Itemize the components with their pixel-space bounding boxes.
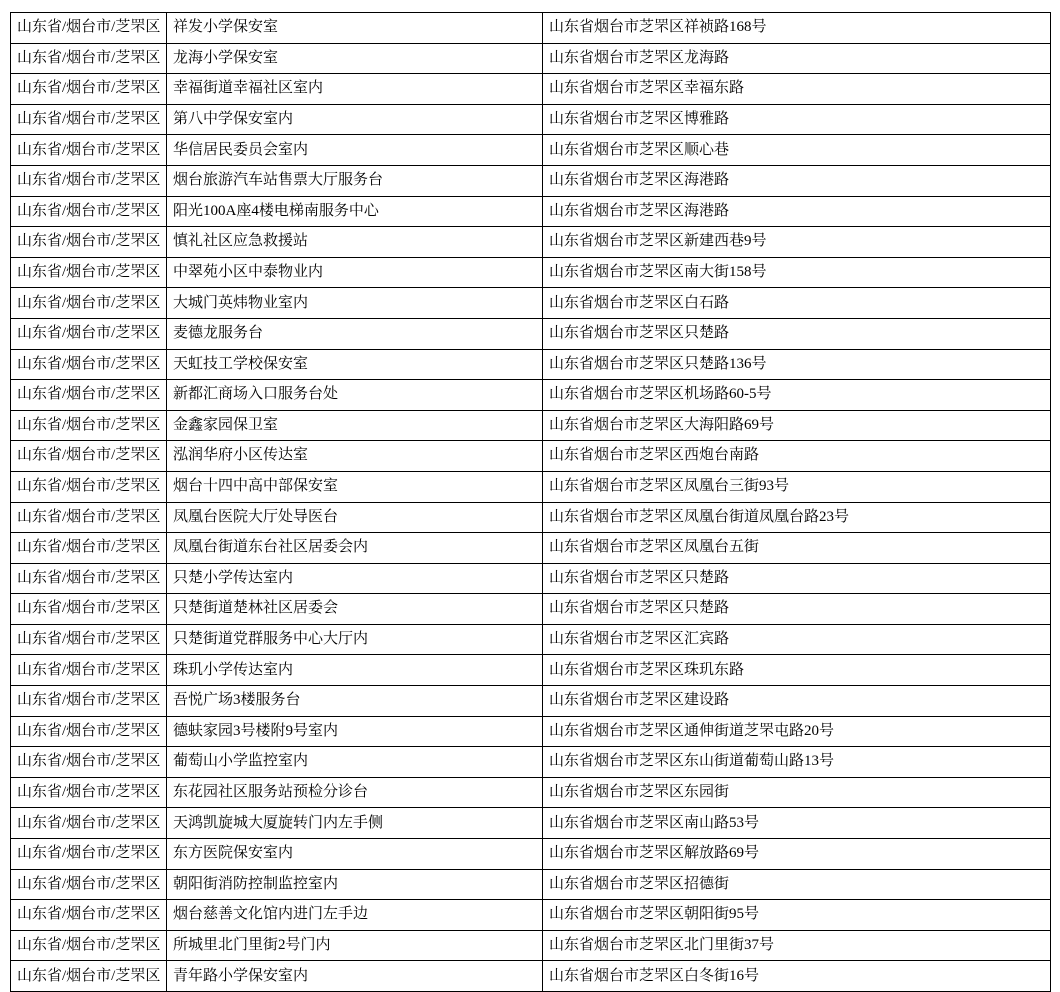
cell-place: 朝阳街消防控制监控室内 (167, 869, 543, 900)
table-row (11, 441, 1051, 472)
cell-place: 凤凰台医院大厅处导医台 (167, 502, 543, 533)
cell-address: 山东省烟台市芝罘区龙海路 (543, 43, 1051, 74)
cell-address: 山东省烟台市芝罘区只楚路 (543, 594, 1051, 625)
cell-region: 山东省/烟台市/芝罘区 (11, 288, 167, 319)
cell-region: 山东省/烟台市/芝罘区 (11, 74, 167, 105)
cell-address: 山东省烟台市芝罘区机场路60-5号 (543, 380, 1051, 411)
cell-address: 山东省烟台市芝罘区西炮台南路 (543, 441, 1051, 472)
cell-place: 德蚨家园3号楼附9号室内 (167, 716, 543, 747)
cell-region: 山东省/烟台市/芝罘区 (11, 900, 167, 931)
cell-address: 山东省烟台市芝罘区凤凰台三街93号 (543, 471, 1051, 502)
cell-region: 山东省/烟台市/芝罘区 (11, 43, 167, 74)
cell-region: 山东省/烟台市/芝罘区 (11, 441, 167, 472)
cell-address: 山东省烟台市芝罘区解放路69号 (543, 839, 1051, 870)
cell-address: 山东省烟台市芝罘区幸福东路 (543, 74, 1051, 105)
cell-place: 只楚街道楚林社区居委会 (167, 594, 543, 625)
table-row (11, 104, 1051, 135)
cell-place: 大城门英炜物业室内 (167, 288, 543, 319)
table-row (11, 808, 1051, 839)
cell-place: 第八中学保安室内 (167, 104, 543, 135)
cell-address: 山东省烟台市芝罘区北门里街37号 (543, 930, 1051, 961)
cell-place: 所城里北门里街2号门内 (167, 930, 543, 961)
cell-place: 凤凰台街道东台社区居委会内 (167, 533, 543, 564)
table-row (11, 196, 1051, 227)
table-row (11, 747, 1051, 778)
table-row (11, 563, 1051, 594)
cell-region: 山东省/烟台市/芝罘区 (11, 349, 167, 380)
cell-place: 吾悦广场3楼服务台 (167, 686, 543, 717)
cell-address: 山东省烟台市芝罘区白冬街16号 (543, 961, 1051, 992)
cell-address: 山东省烟台市芝罘区只楚路 (543, 318, 1051, 349)
table-row (11, 288, 1051, 319)
cell-address: 山东省烟台市芝罘区凤凰台五街 (543, 533, 1051, 564)
cell-place: 华信居民委员会室内 (167, 135, 543, 166)
cell-region: 山东省/烟台市/芝罘区 (11, 563, 167, 594)
cell-place: 阳光100A座4楼电梯南服务中心 (167, 196, 543, 227)
table-row (11, 777, 1051, 808)
table-row (11, 257, 1051, 288)
table-row (11, 655, 1051, 686)
table-row (11, 227, 1051, 258)
table-row (11, 135, 1051, 166)
cell-address: 山东省烟台市芝罘区东山街道葡萄山路13号 (543, 747, 1051, 778)
table-row (11, 502, 1051, 533)
cell-region: 山东省/烟台市/芝罘区 (11, 380, 167, 411)
cell-region: 山东省/烟台市/芝罘区 (11, 808, 167, 839)
cell-address: 山东省烟台市芝罘区白石路 (543, 288, 1051, 319)
cell-region: 山东省/烟台市/芝罘区 (11, 502, 167, 533)
table-row (11, 961, 1051, 992)
table-row (11, 380, 1051, 411)
cell-place: 东方医院保安室内 (167, 839, 543, 870)
table-row (11, 74, 1051, 105)
table-body (11, 13, 1051, 992)
cell-region: 山东省/烟台市/芝罘区 (11, 227, 167, 258)
cell-place: 天虹技工学校保安室 (167, 349, 543, 380)
table-row (11, 716, 1051, 747)
cell-place: 烟台慈善文化馆内进门左手边 (167, 900, 543, 931)
cell-place: 葡萄山小学监控室内 (167, 747, 543, 778)
cell-region: 山东省/烟台市/芝罘区 (11, 961, 167, 992)
table-row (11, 900, 1051, 931)
table-row (11, 13, 1051, 44)
table-row (11, 471, 1051, 502)
cell-place: 只楚街道党群服务中心大厅内 (167, 624, 543, 655)
cell-address: 山东省烟台市芝罘区大海阳路69号 (543, 410, 1051, 441)
cell-address: 山东省烟台市芝罘区凤凰台街道凤凰台路23号 (543, 502, 1051, 533)
table-row (11, 594, 1051, 625)
cell-region: 山东省/烟台市/芝罘区 (11, 196, 167, 227)
table-row (11, 869, 1051, 900)
cell-place: 龙海小学保安室 (167, 43, 543, 74)
cell-place: 天鸿凯旋城大厦旋转门内左手侧 (167, 808, 543, 839)
cell-address: 山东省烟台市芝罘区海港路 (543, 196, 1051, 227)
cell-address: 山东省烟台市芝罘区珠玑东路 (543, 655, 1051, 686)
cell-address: 山东省烟台市芝罘区朝阳街95号 (543, 900, 1051, 931)
table-row (11, 930, 1051, 961)
cell-place: 中翠苑小区中泰物业内 (167, 257, 543, 288)
cell-address: 山东省烟台市芝罘区只楚路 (543, 563, 1051, 594)
cell-place: 金鑫家园保卫室 (167, 410, 543, 441)
cell-place: 青年路小学保安室内 (167, 961, 543, 992)
cell-address: 山东省烟台市芝罘区博雅路 (543, 104, 1051, 135)
table-row (11, 839, 1051, 870)
cell-place: 幸福街道幸福社区室内 (167, 74, 543, 105)
cell-address: 山东省烟台市芝罘区海港路 (543, 165, 1051, 196)
locations-table (10, 12, 1051, 992)
table-row (11, 349, 1051, 380)
cell-place: 麦德龙服务台 (167, 318, 543, 349)
table-row (11, 165, 1051, 196)
cell-region: 山东省/烟台市/芝罘区 (11, 410, 167, 441)
cell-region: 山东省/烟台市/芝罘区 (11, 594, 167, 625)
cell-place: 烟台旅游汽车站售票大厅服务台 (167, 165, 543, 196)
cell-region: 山东省/烟台市/芝罘区 (11, 135, 167, 166)
table-row (11, 43, 1051, 74)
table-row (11, 624, 1051, 655)
cell-address: 山东省烟台市芝罘区南大街158号 (543, 257, 1051, 288)
cell-address: 山东省烟台市芝罘区汇宾路 (543, 624, 1051, 655)
cell-address: 山东省烟台市芝罘区招德街 (543, 869, 1051, 900)
cell-region: 山东省/烟台市/芝罘区 (11, 869, 167, 900)
cell-address: 山东省烟台市芝罘区建设路 (543, 686, 1051, 717)
cell-region: 山东省/烟台市/芝罘区 (11, 655, 167, 686)
cell-region: 山东省/烟台市/芝罘区 (11, 104, 167, 135)
cell-place: 烟台十四中高中部保安室 (167, 471, 543, 502)
cell-region: 山东省/烟台市/芝罘区 (11, 624, 167, 655)
cell-address: 山东省烟台市芝罘区南山路53号 (543, 808, 1051, 839)
cell-place: 慎礼社区应急救援站 (167, 227, 543, 258)
cell-address: 山东省烟台市芝罘区顺心巷 (543, 135, 1051, 166)
cell-place: 祥发小学保安室 (167, 13, 543, 44)
cell-region: 山东省/烟台市/芝罘区 (11, 13, 167, 44)
cell-address: 山东省烟台市芝罘区只楚路136号 (543, 349, 1051, 380)
cell-address: 山东省烟台市芝罘区东园街 (543, 777, 1051, 808)
cell-place: 只楚小学传达室内 (167, 563, 543, 594)
cell-place: 珠玑小学传达室内 (167, 655, 543, 686)
cell-region: 山东省/烟台市/芝罘区 (11, 839, 167, 870)
cell-region: 山东省/烟台市/芝罘区 (11, 165, 167, 196)
cell-region: 山东省/烟台市/芝罘区 (11, 686, 167, 717)
table-row (11, 533, 1051, 564)
cell-place: 新都汇商场入口服务台处 (167, 380, 543, 411)
cell-region: 山东省/烟台市/芝罘区 (11, 318, 167, 349)
table-row (11, 410, 1051, 441)
cell-address: 山东省烟台市芝罘区新建西巷9号 (543, 227, 1051, 258)
cell-address: 山东省烟台市芝罘区通伸街道芝罘屯路20号 (543, 716, 1051, 747)
cell-region: 山东省/烟台市/芝罘区 (11, 930, 167, 961)
cell-region: 山东省/烟台市/芝罘区 (11, 533, 167, 564)
cell-place: 东花园社区服务站预检分诊台 (167, 777, 543, 808)
cell-place: 泓润华府小区传达室 (167, 441, 543, 472)
cell-region: 山东省/烟台市/芝罘区 (11, 716, 167, 747)
cell-region: 山东省/烟台市/芝罘区 (11, 471, 167, 502)
cell-address: 山东省烟台市芝罘区祥祯路168号 (543, 13, 1051, 44)
table-row (11, 686, 1051, 717)
table-row (11, 318, 1051, 349)
cell-region: 山东省/烟台市/芝罘区 (11, 777, 167, 808)
cell-region: 山东省/烟台市/芝罘区 (11, 747, 167, 778)
cell-region: 山东省/烟台市/芝罘区 (11, 257, 167, 288)
